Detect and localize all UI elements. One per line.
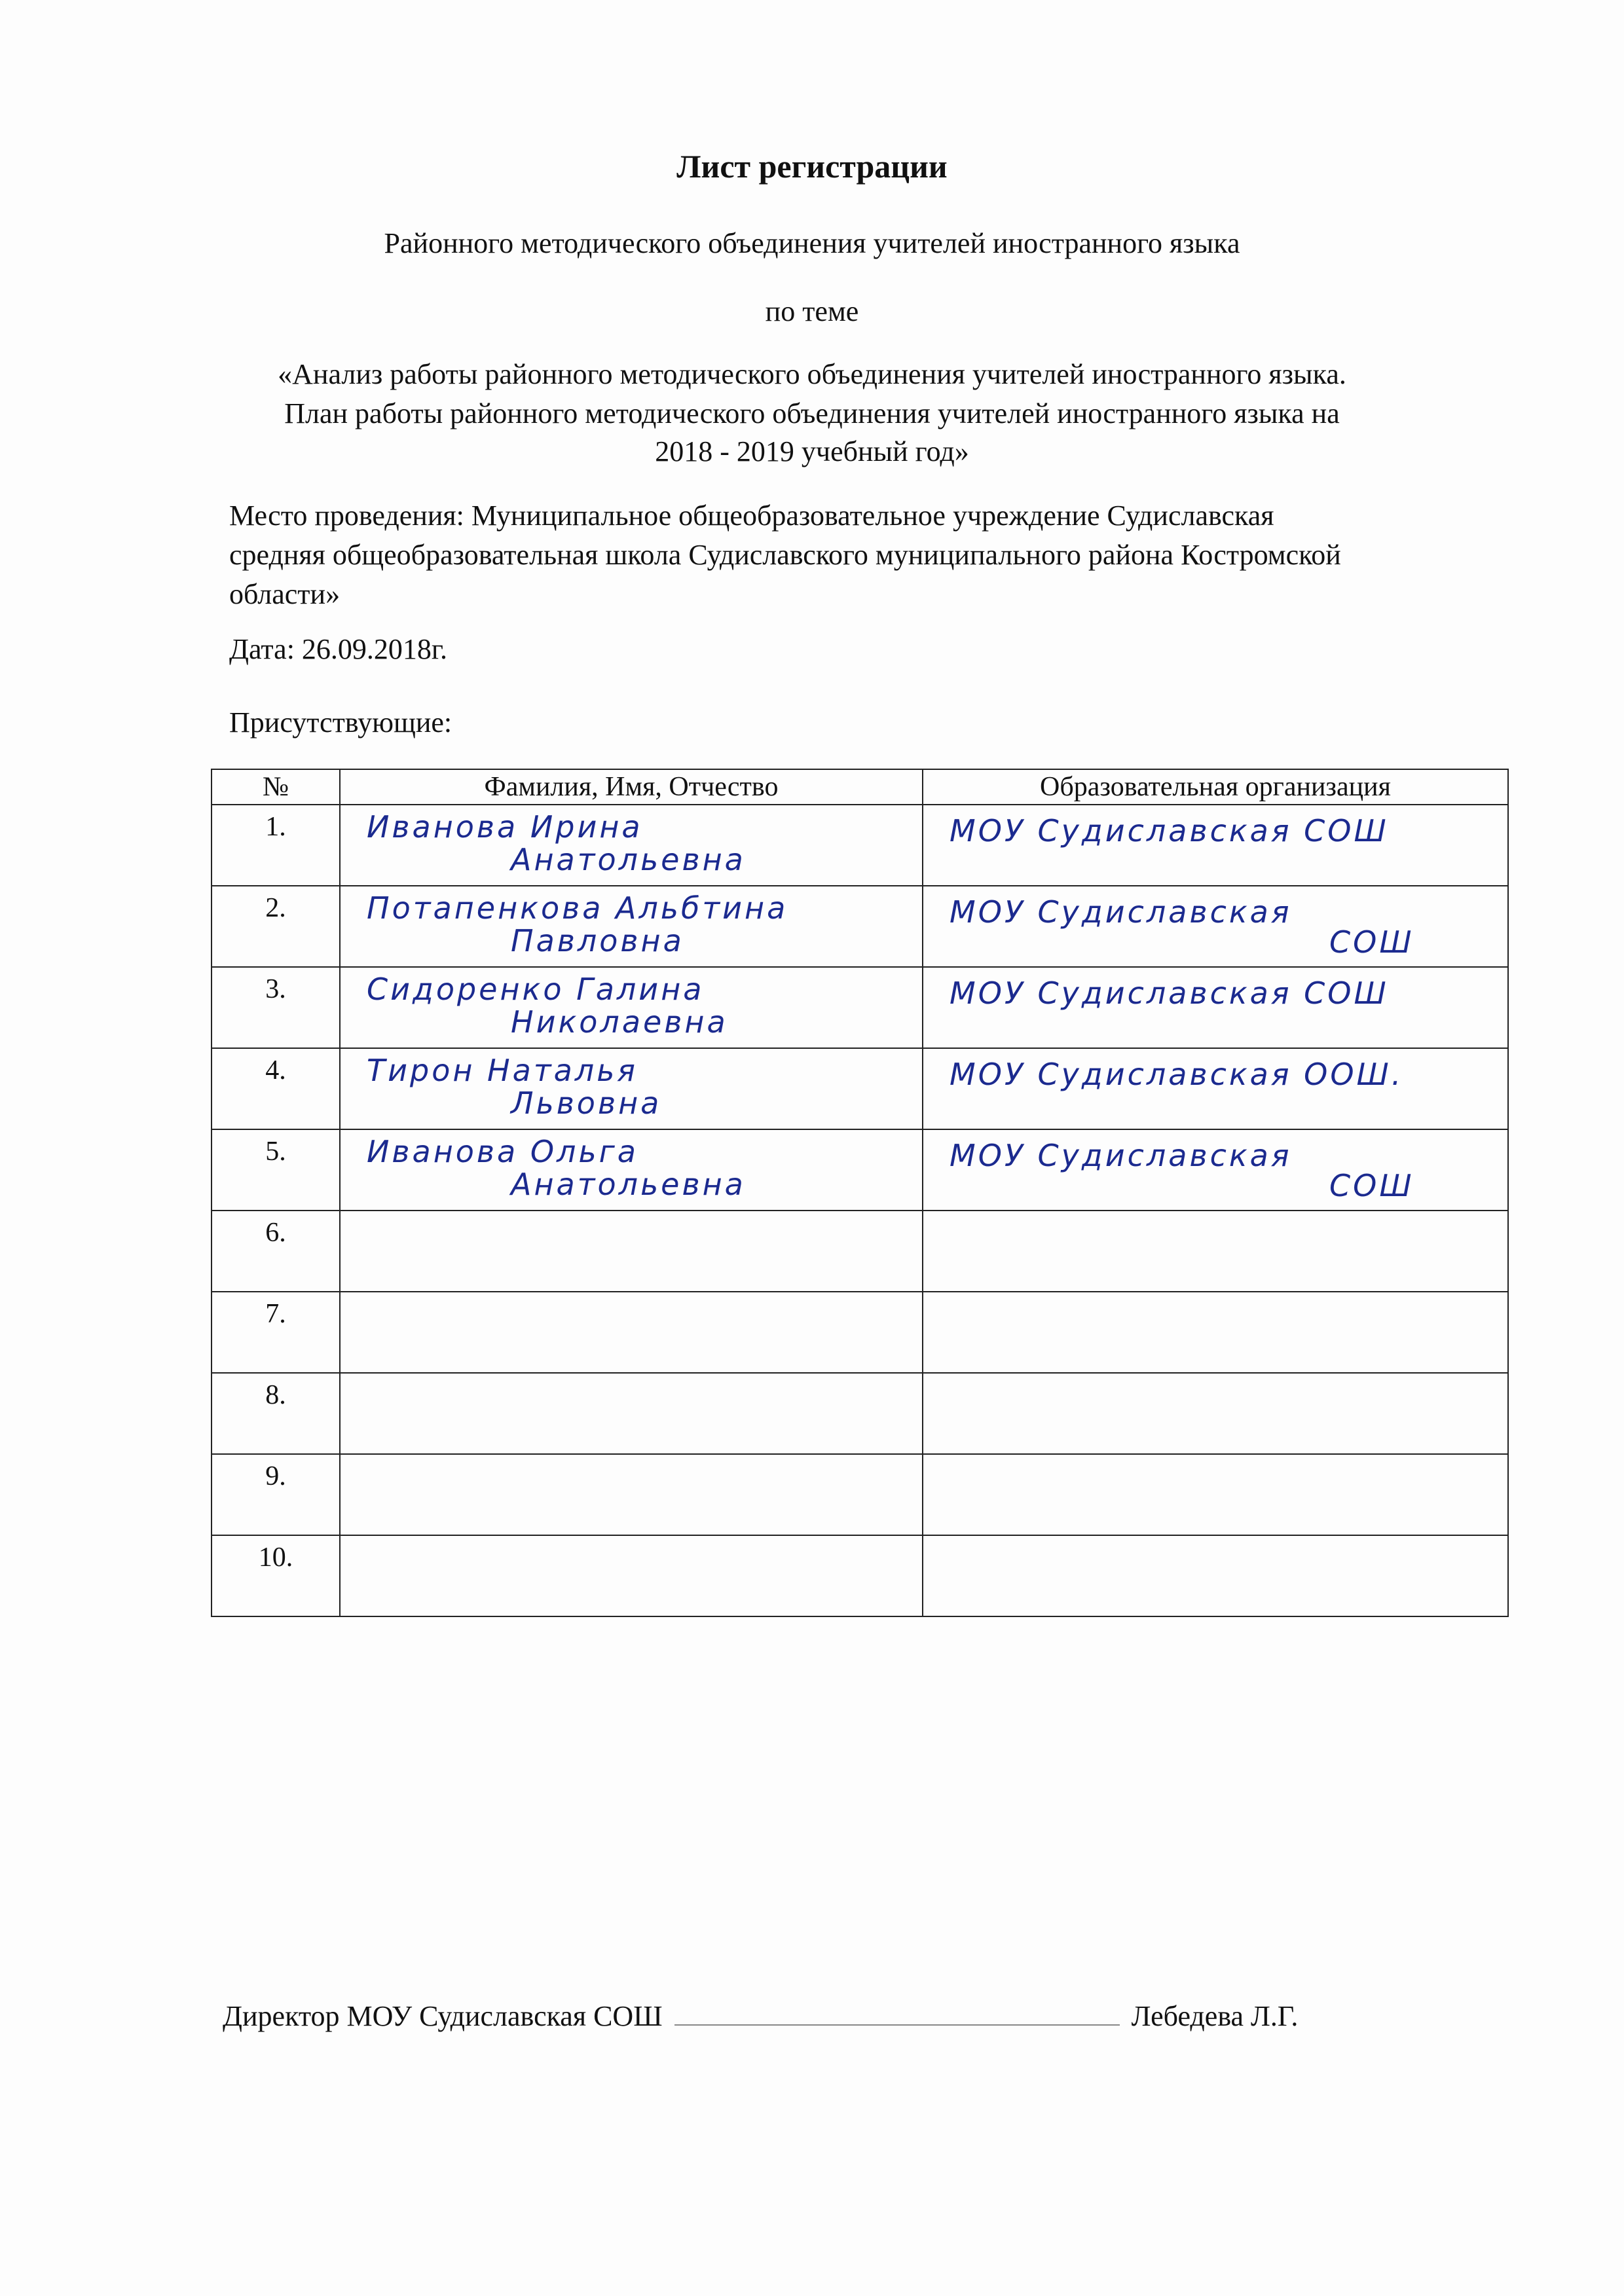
handwritten-org-line-2: СОШ	[1329, 924, 1414, 960]
handwritten-name-line-1: Иванова Ирина	[367, 809, 643, 845]
table-row	[212, 967, 1508, 1048]
table-row	[212, 1048, 1508, 1129]
org-cell	[923, 1373, 1508, 1454]
signature-footer	[223, 1997, 1298, 2036]
topic-line-1: «Анализ работы районного методического объединения учителей иностранного языка.	[278, 358, 1346, 390]
venue-block	[229, 496, 1506, 614]
table-row	[212, 1373, 1508, 1454]
table-row	[212, 1454, 1508, 1535]
attendees-label: Присутствующие:	[229, 706, 452, 738]
signer-position: Директор МОУ Судиславская СОШ	[223, 2000, 663, 2032]
row-number: 3.	[212, 967, 340, 1048]
row-number: 4.	[212, 1048, 340, 1129]
name-cell	[340, 1454, 923, 1535]
handwritten-name-line-2: Анатольевна	[511, 1167, 746, 1202]
registration-table	[211, 769, 1509, 1617]
signer-name: Лебедева Л.Г.	[1131, 2000, 1299, 2032]
org-cell	[923, 1292, 1508, 1373]
row-number: 2.	[212, 886, 340, 967]
name-cell	[340, 1211, 923, 1292]
handwritten-org-line-1: МОУ Судиславская	[950, 1138, 1292, 1173]
handwritten-name-line-2: Николаевна	[511, 1004, 728, 1040]
venue-line-1: Место проведения: Муниципальное общеобразовательное учреждение Судиславская	[229, 500, 1274, 532]
name-cell	[340, 967, 923, 1048]
org-cell	[923, 1048, 1508, 1129]
venue-line-2: средняя общеобразовательная школа Судиславского муниципального района Костромской	[229, 539, 1341, 571]
row-number: 8.	[212, 1373, 340, 1454]
org-cell	[923, 1535, 1508, 1616]
name-cell	[340, 1129, 923, 1211]
handwritten-name-line-1: Потапенкова Альбтина	[367, 890, 788, 926]
row-number: 1.	[212, 805, 340, 886]
venue-line-3: области»	[229, 578, 341, 610]
handwritten-name-line-2: Анатольевна	[511, 842, 746, 877]
name-cell	[340, 805, 923, 886]
row-number: 10.	[212, 1535, 340, 1616]
name-cell	[340, 886, 923, 967]
topic-line-3: 2018 - 2019 учебный год»	[655, 435, 969, 467]
handwritten-org-line-1: МОУ Судиславская ООШ.	[950, 1057, 1404, 1092]
org-cell	[923, 967, 1508, 1048]
signature-line	[674, 1998, 1120, 2026]
date-line: Дата: 26.09.2018г.	[229, 633, 448, 665]
name-cell	[340, 1535, 923, 1616]
handwritten-name-line-1: Сидоренко Галина	[367, 972, 705, 1007]
header-name: Фамилия, Имя, Отчество	[340, 769, 923, 805]
document-subtitle: Районного методического объединения учителей иностранного языка	[384, 227, 1240, 259]
table-row	[212, 886, 1508, 967]
header-num: №	[212, 769, 340, 805]
org-cell	[923, 886, 1508, 967]
document-title: Лист регистрации	[676, 148, 948, 185]
org-cell	[923, 1129, 1508, 1211]
handwritten-name-line-2: Павловна	[511, 923, 684, 958]
header-org: Образовательная организация	[923, 769, 1508, 805]
table-row	[212, 1535, 1508, 1616]
name-cell	[340, 1292, 923, 1373]
topic-line-2: План работы районного методического объединения учителей иностранного языка на	[284, 397, 1340, 429]
org-cell	[923, 1454, 1508, 1535]
handwritten-org-line-1: МОУ Судиславская СОШ	[950, 975, 1389, 1011]
handwritten-name-line-1: Иванова Ольга	[367, 1134, 638, 1169]
handwritten-org-line-1: МОУ Судиславская	[950, 894, 1292, 930]
row-number: 7.	[212, 1292, 340, 1373]
name-cell	[340, 1048, 923, 1129]
topic-label: по теме	[765, 295, 859, 327]
handwritten-name-line-2: Львовна	[511, 1085, 662, 1121]
org-cell	[923, 1211, 1508, 1292]
row-number: 6.	[212, 1211, 340, 1292]
table-row	[212, 805, 1508, 886]
table-row	[212, 1211, 1508, 1292]
handwritten-name-line-1: Тирон Наталья	[367, 1053, 638, 1088]
handwritten-org-line-1: МОУ Судиславская СОШ	[950, 813, 1389, 848]
table-header-row	[212, 769, 1508, 805]
table-row	[212, 1129, 1508, 1211]
table-row	[212, 1292, 1508, 1373]
org-cell	[923, 805, 1508, 886]
name-cell	[340, 1373, 923, 1454]
handwritten-org-line-2: СОШ	[1329, 1168, 1414, 1203]
row-number: 9.	[212, 1454, 340, 1535]
row-number: 5.	[212, 1129, 340, 1211]
